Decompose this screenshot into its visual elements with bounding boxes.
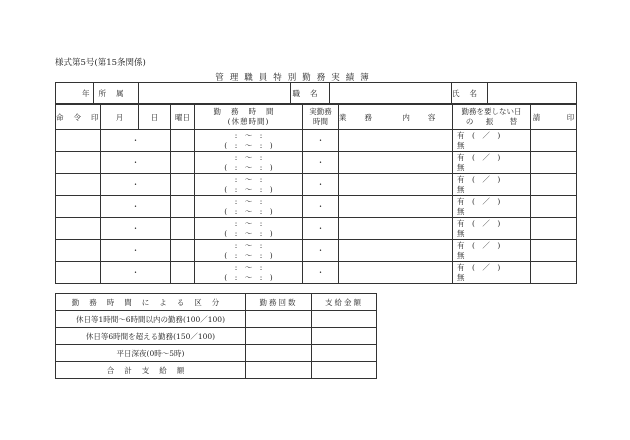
summary-col-count: 勤務回数 <box>246 294 312 311</box>
record-row <box>56 174 577 196</box>
hours-line2: ( : ～ : ) <box>224 272 273 282</box>
date-dot: ・ <box>131 224 140 233</box>
summary-amount-cell[interactable] <box>312 311 377 328</box>
hours-cell[interactable] <box>195 174 303 196</box>
hours-line1: : ～ : <box>234 152 263 162</box>
hours-cell[interactable] <box>195 152 303 174</box>
col-claim-left: 請 <box>532 112 541 122</box>
yes-line: 有 ( ／ ) <box>457 196 501 206</box>
summary-category: 休日等6時間を超える勤務(150／100) <box>56 328 246 345</box>
weekday-cell[interactable] <box>171 240 195 262</box>
work-cell[interactable] <box>339 130 453 152</box>
work-cell[interactable] <box>339 152 453 174</box>
summary-row <box>56 345 377 362</box>
date-cell[interactable] <box>101 240 171 262</box>
claim-cell[interactable] <box>531 130 577 152</box>
post-label: 職名 <box>291 83 330 104</box>
summary-category: 合計支給額 <box>56 362 246 379</box>
actual-dot: ・ <box>316 246 325 255</box>
summary-row <box>56 311 377 328</box>
summary-col-category: 勤務時間による区分 <box>56 294 246 311</box>
hours-line1: : ～ : <box>234 218 263 228</box>
hours-line1: : ～ : <box>234 240 263 250</box>
summary-col-amount: 支給金額 <box>312 294 377 311</box>
claim-cell[interactable] <box>531 196 577 218</box>
work-record-table <box>55 104 577 284</box>
post-field[interactable] <box>330 83 452 104</box>
hours-cell[interactable] <box>195 240 303 262</box>
actual-cell[interactable] <box>303 240 339 262</box>
dept-field[interactable] <box>139 83 291 104</box>
record-row <box>56 240 577 262</box>
record-row <box>56 152 577 174</box>
col-work-left: 業務 <box>339 112 390 122</box>
col-weekday: 曜日 <box>171 105 195 130</box>
col-day: 日 <box>139 105 171 130</box>
seal-cell[interactable] <box>56 218 101 240</box>
weekday-cell[interactable] <box>171 262 195 284</box>
need-cell[interactable] <box>453 262 531 284</box>
actual-dot: ・ <box>316 136 325 145</box>
date-cell[interactable] <box>101 174 171 196</box>
hours-line2: ( : ～ : ) <box>224 162 273 172</box>
work-cell[interactable] <box>339 262 453 284</box>
document-title: 管理職員特別勤務実績簿 <box>215 73 375 83</box>
summary-count-cell[interactable] <box>246 362 312 379</box>
claim-cell[interactable] <box>531 218 577 240</box>
weekday-cell[interactable] <box>171 130 195 152</box>
need-cell[interactable] <box>453 152 531 174</box>
col-actual-line2: 時間 <box>313 117 328 126</box>
hours-cell[interactable] <box>195 130 303 152</box>
no-line: 無 <box>457 162 465 172</box>
actual-cell[interactable] <box>303 218 339 240</box>
yes-line: 有 ( ／ ) <box>457 152 501 162</box>
summary-category: 休日等1時間〜6時間以内の勤務(100／100) <box>56 311 246 328</box>
hours-cell[interactable] <box>195 196 303 218</box>
summary-amount-cell[interactable] <box>312 345 377 362</box>
record-row <box>56 196 577 218</box>
actual-dot: ・ <box>316 224 325 233</box>
no-line: 無 <box>457 228 465 238</box>
need-cell[interactable] <box>453 174 531 196</box>
record-row <box>56 262 577 284</box>
actual-dot: ・ <box>316 180 325 189</box>
no-line: 無 <box>457 184 465 194</box>
summary-count-cell[interactable] <box>246 328 312 345</box>
claim-cell[interactable] <box>531 152 577 174</box>
yes-line: 有 ( ／ ) <box>457 218 501 228</box>
yes-line: 有 ( ／ ) <box>457 262 501 272</box>
yes-line: 有 ( ／ ) <box>457 174 501 184</box>
col-hours-line2: (休憩時間) <box>227 117 270 126</box>
date-dot: ・ <box>131 246 140 255</box>
actual-dot: ・ <box>316 268 325 277</box>
hours-line2: ( : ～ : ) <box>224 250 273 260</box>
name-label: 氏名 <box>452 83 488 104</box>
col-need <box>453 105 531 130</box>
claim-cell[interactable] <box>531 174 577 196</box>
actual-dot: ・ <box>316 158 325 167</box>
actual-cell[interactable] <box>303 262 339 284</box>
summary-amount-cell[interactable] <box>312 362 377 379</box>
date-dot: ・ <box>131 202 140 211</box>
col-hours-line1: 勤務時間 <box>213 107 284 116</box>
seal-cell[interactable] <box>56 152 101 174</box>
need-cell[interactable] <box>453 196 531 218</box>
hours-line2: ( : ～ : ) <box>224 184 273 194</box>
work-cell[interactable] <box>339 196 453 218</box>
date-dot: ・ <box>131 268 140 277</box>
yes-line: 有 ( ／ ) <box>457 130 501 140</box>
col-month: 月 <box>101 105 139 130</box>
seal-cell[interactable] <box>56 196 101 218</box>
actual-cell[interactable] <box>303 174 339 196</box>
hours-line1: : ～ : <box>234 174 263 184</box>
seal-cell[interactable] <box>56 174 101 196</box>
date-cell[interactable] <box>101 130 171 152</box>
col-need-furi: 振 <box>485 117 494 126</box>
col-work-right: 内容 <box>402 112 454 122</box>
actual-cell[interactable] <box>303 130 339 152</box>
col-claim <box>531 105 577 130</box>
hours-cell[interactable] <box>195 262 303 284</box>
no-line: 無 <box>457 206 465 216</box>
weekday-cell[interactable] <box>171 152 195 174</box>
seal-cell[interactable] <box>56 130 101 152</box>
weekday-cell[interactable] <box>171 218 195 240</box>
name-field[interactable] <box>488 83 577 104</box>
record-row <box>56 218 577 240</box>
seal-cell[interactable] <box>56 262 101 284</box>
date-cell[interactable] <box>101 196 171 218</box>
hours-cell[interactable] <box>195 218 303 240</box>
summary-count-cell[interactable] <box>246 311 312 328</box>
col-need-kae: 替 <box>509 117 518 126</box>
no-line: 無 <box>457 140 465 150</box>
work-cell[interactable] <box>339 174 453 196</box>
year-label: 年 <box>82 89 90 98</box>
weekday-cell[interactable] <box>171 174 195 196</box>
summary-table <box>55 293 377 379</box>
date-dot: ・ <box>131 180 140 189</box>
hours-line1: : ～ : <box>234 196 263 206</box>
summary-amount-cell[interactable] <box>312 328 377 345</box>
hours-line2: ( : ～ : ) <box>224 140 273 150</box>
summary-row <box>56 362 377 379</box>
date-dot: ・ <box>131 136 140 145</box>
work-cell[interactable] <box>339 240 453 262</box>
date-cell[interactable] <box>101 262 171 284</box>
actual-cell[interactable] <box>303 196 339 218</box>
seal-cell[interactable] <box>56 240 101 262</box>
info-table <box>55 82 577 104</box>
hours-line2: ( : ～ : ) <box>224 228 273 238</box>
col-need-line2 <box>453 117 530 127</box>
col-seal: 命令印 <box>56 105 101 130</box>
col-work <box>339 105 453 130</box>
date-cell[interactable] <box>101 218 171 240</box>
hours-line1: : ～ : <box>234 262 263 272</box>
work-cell[interactable] <box>339 218 453 240</box>
actual-cell[interactable] <box>303 152 339 174</box>
actual-dot: ・ <box>316 202 325 211</box>
hours-line1: : ～ : <box>234 130 263 140</box>
col-actual <box>303 105 339 130</box>
claim-cell[interactable] <box>531 262 577 284</box>
no-line: 無 <box>457 250 465 260</box>
summary-row <box>56 328 377 345</box>
form-number: 様式第5号(第15条関係) <box>55 58 146 68</box>
col-need-line1: 勤務を要しない日 <box>461 107 522 116</box>
col-hours <box>195 105 303 130</box>
need-cell[interactable] <box>453 240 531 262</box>
need-cell[interactable] <box>453 130 531 152</box>
summary-category: 平日深夜(0時〜5時) <box>56 345 246 362</box>
col-claim-right: 印 <box>566 112 575 122</box>
date-cell[interactable] <box>101 152 171 174</box>
col-actual-line1: 実勤務 <box>309 107 332 116</box>
col-need-no: の <box>465 117 474 126</box>
weekday-cell[interactable] <box>171 196 195 218</box>
dept-label: 所属 <box>94 83 139 104</box>
record-row <box>56 130 577 152</box>
date-dot: ・ <box>131 158 140 167</box>
summary-count-cell[interactable] <box>246 345 312 362</box>
no-line: 無 <box>457 272 465 282</box>
claim-cell[interactable] <box>531 240 577 262</box>
yes-line: 有 ( ／ ) <box>457 240 501 250</box>
hours-line2: ( : ～ : ) <box>224 206 273 216</box>
need-cell[interactable] <box>453 218 531 240</box>
